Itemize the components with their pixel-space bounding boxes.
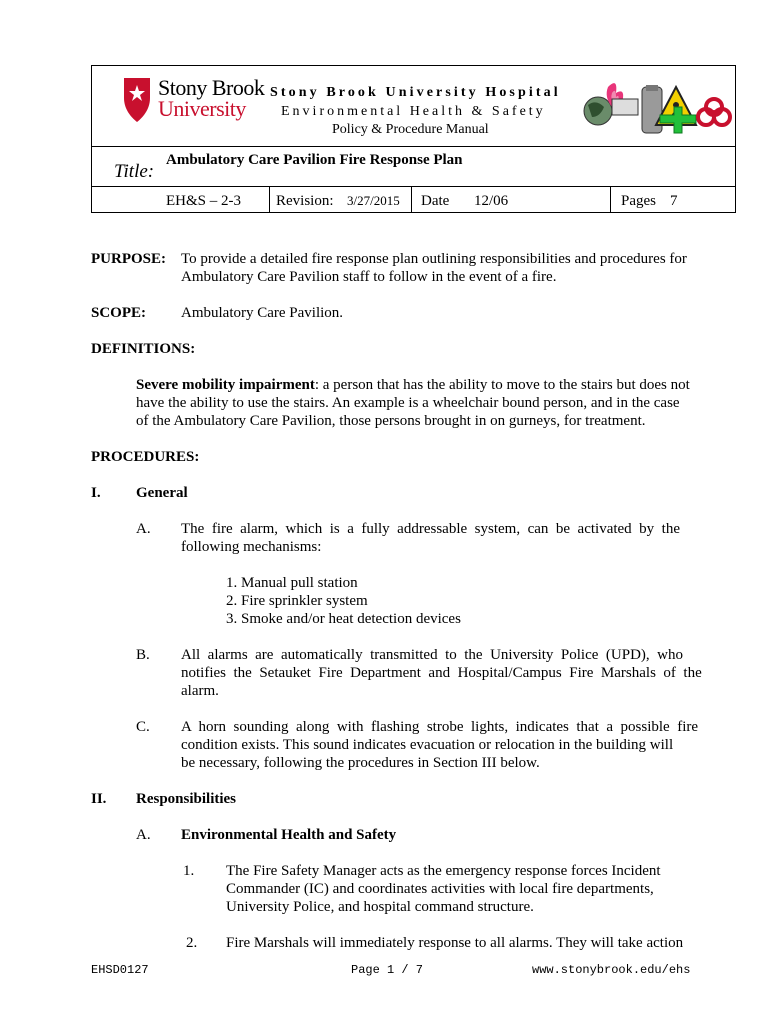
item-number: 2. bbox=[186, 935, 198, 951]
header-divider bbox=[269, 186, 270, 213]
list-item: 2. Fire sprinkler system bbox=[226, 593, 368, 609]
title-label: Title: bbox=[114, 161, 155, 182]
item-letter: C. bbox=[136, 719, 150, 735]
header-divider bbox=[610, 186, 611, 213]
footer-doc-id: EHSD0127 bbox=[91, 963, 149, 977]
header-divider bbox=[92, 186, 735, 187]
definition-line: have the ability to use the stairs. An example is a wheelchair bound person, and in the case bbox=[136, 395, 680, 411]
department-name: Environmental Health & Safety bbox=[281, 104, 546, 119]
section-number: I. bbox=[91, 485, 101, 501]
footer-url-link[interactable]: www.stonybrook.edu/ehs bbox=[532, 963, 691, 977]
logo-wordmark-line1: Stony Brook bbox=[158, 75, 265, 100]
university-logo bbox=[122, 76, 272, 126]
revision-label: Revision: bbox=[276, 193, 334, 209]
definition-term: Severe mobility impairment bbox=[136, 377, 315, 393]
pages-value: 7 bbox=[670, 193, 678, 209]
item-letter: A. bbox=[136, 521, 151, 537]
item-letter: A. bbox=[136, 827, 151, 843]
paragraph-line: following mechanisms: bbox=[181, 539, 322, 555]
item-letter: B. bbox=[136, 647, 150, 663]
pages-label: Pages bbox=[621, 193, 656, 209]
organization-name: Stony Brook University Hospital bbox=[270, 85, 561, 100]
section-title: General bbox=[136, 485, 188, 501]
paragraph-line: Commander (IC) and coordinates activities with local fire departments, bbox=[226, 881, 654, 897]
header-divider bbox=[411, 186, 412, 213]
list-item: 3. Smoke and/or heat detection devices bbox=[226, 611, 461, 627]
purpose-text-line: Ambulatory Care Pavilion staff to follow in the event of a fire. bbox=[181, 269, 557, 285]
footer-page-number: Page 1 / 7 bbox=[351, 963, 424, 977]
paragraph-line: The fire alarm, which is a fully addressable system, can be activated by the bbox=[181, 521, 680, 537]
purpose-label: PURPOSE: bbox=[91, 251, 166, 267]
document-header bbox=[91, 65, 736, 213]
paragraph-line: alarm. bbox=[181, 683, 219, 699]
scope-label: SCOPE: bbox=[91, 305, 147, 321]
revision-date: 3/27/2015 bbox=[347, 193, 400, 208]
purpose-text-line: To provide a detailed fire response plan outlining responsibilities and procedures for bbox=[181, 251, 687, 267]
scope-text: Ambulatory Care Pavilion. bbox=[181, 305, 344, 321]
subsection-title: Environmental Health and Safety bbox=[181, 827, 397, 843]
definitions-label: DEFINITIONS: bbox=[91, 341, 196, 357]
definition-line bbox=[136, 376, 690, 394]
document-title: Ambulatory Care Pavilion Fire Response Plan bbox=[166, 152, 463, 168]
paragraph-line: condition exists. This sound indicates evacuation or relocation in the building will bbox=[181, 737, 674, 753]
definition-text: : a person that has the ability to move to the stairs but does not bbox=[314, 377, 690, 393]
paragraph-line: notifies the Setauket Fire Department and Hospital/Campus Fire Marshals of the bbox=[181, 665, 702, 681]
logo-wordmark-line2: University bbox=[158, 96, 246, 121]
header-divider bbox=[92, 146, 735, 147]
paragraph-line: All alarms are automatically transmitted to the University Police (UPD), who bbox=[181, 647, 683, 663]
paragraph-line: Fire Marshals will immediately response to all alarms. They will take action bbox=[226, 935, 684, 951]
shield-logo-icon bbox=[122, 76, 152, 124]
hazard-symbols-icon bbox=[582, 77, 732, 139]
paragraph-line: A horn sounding along with flashing strobe lights, indicates that a possible fire bbox=[181, 719, 699, 735]
date-label: Date bbox=[421, 193, 450, 209]
item-number: 1. bbox=[183, 863, 195, 879]
definition-line: of the Ambulatory Care Pavilion, those persons brought in on gurneys, for treatment. bbox=[136, 413, 646, 429]
list-item: 1. Manual pull station bbox=[226, 575, 358, 591]
paragraph-line: The Fire Safety Manager acts as the emergency response forces Incident bbox=[226, 863, 661, 879]
manual-name: Policy & Procedure Manual bbox=[332, 122, 489, 137]
procedures-label: PROCEDURES: bbox=[91, 449, 200, 465]
date-value: 12/06 bbox=[474, 193, 509, 209]
document-number: EH&S – 2-3 bbox=[166, 193, 241, 209]
paragraph-line: be necessary, following the procedures in Section III below. bbox=[181, 755, 540, 771]
section-number: II. bbox=[91, 791, 107, 807]
paragraph-line: University Police, and hospital command structure. bbox=[226, 899, 534, 915]
section-title: Responsibilities bbox=[136, 791, 237, 807]
